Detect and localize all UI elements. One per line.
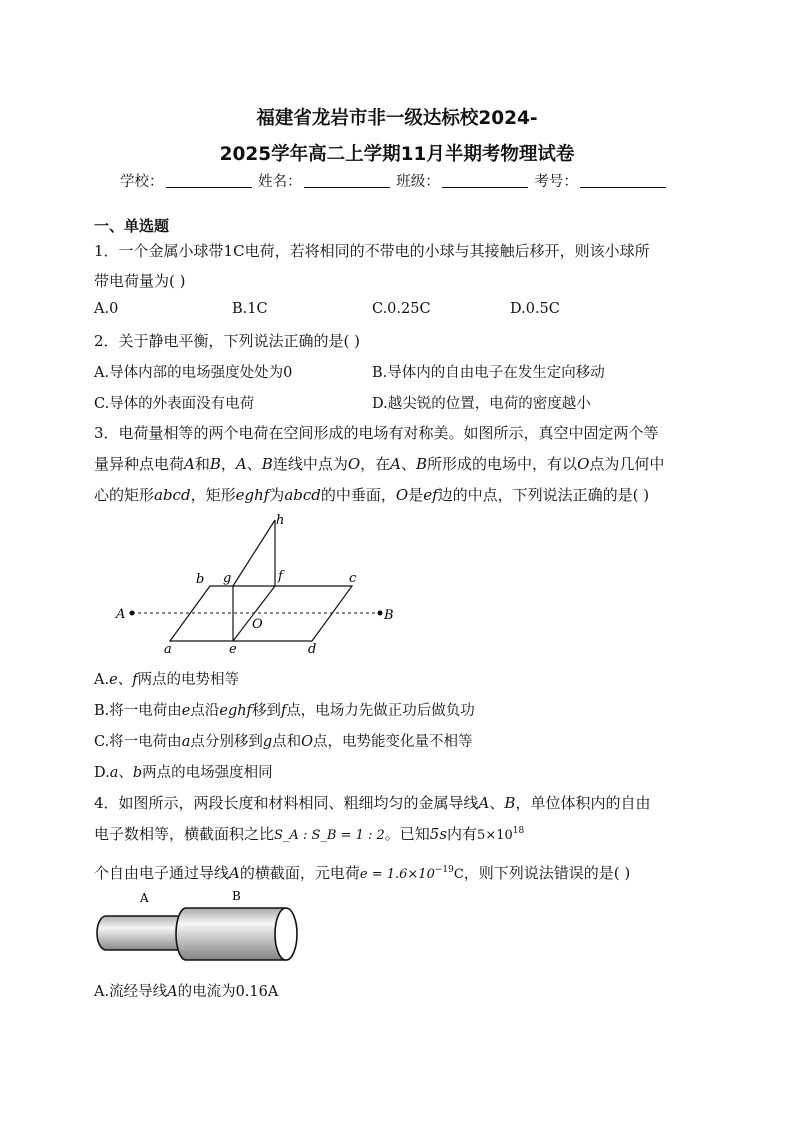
section-heading: 一、单选题	[94, 217, 170, 235]
q1-stem-line-1: 1．一个金属小球带1C电荷，若将相同的不带电的小球与其接触后移开，则该小球所	[94, 242, 650, 260]
label-O: O	[252, 617, 263, 632]
q3-stem-line-3: 心的矩形abcd，矩形eghf为abcd的中垂面，O是ef边的中点，下列说法正确的是( )	[94, 486, 650, 504]
school-label: 学校：	[120, 174, 164, 190]
label-A: A	[116, 607, 126, 622]
q1-option-c[interactable]: C.0.25C	[372, 301, 431, 317]
exam-no-label: 考号：	[534, 174, 578, 190]
q2-option-b[interactable]: B.导体内的自由电子在发生定向移动	[372, 365, 605, 381]
class-blank[interactable]	[442, 173, 528, 188]
q2-option-d[interactable]: D.越尖锐的位置，电荷的密度越小	[372, 396, 591, 412]
exam-no-blank[interactable]	[580, 173, 666, 188]
q3-field-figure	[100, 508, 420, 658]
student-info-row	[120, 170, 668, 191]
title-line-1: 福建省龙岩市非一级达标校2024-	[256, 108, 538, 129]
q2-stem: 2．关于静电平衡，下列说法正确的是( )	[94, 332, 361, 350]
q3-option-d[interactable]: D.a、b两点的电场强度相同	[94, 765, 273, 781]
q3-option-c[interactable]: C.将一电荷由a点分别移到g点和O点，电势能变化量不相等	[94, 734, 473, 750]
charge-b-point	[378, 611, 383, 616]
title-line-2: 2025学年高二上学期11月半期考物理试卷	[219, 144, 575, 165]
label-d: d	[308, 642, 317, 657]
label-e: e	[229, 642, 237, 657]
q1-option-d[interactable]: D.0.5C	[510, 301, 560, 317]
label-c: c	[349, 571, 357, 586]
wire-b-label: B	[232, 889, 241, 903]
q4-wire-figure	[94, 888, 304, 968]
q1-option-a[interactable]: A.0	[94, 301, 119, 317]
q1-stem-line-2: 带电荷量为( )	[94, 272, 186, 290]
label-f: f	[278, 569, 283, 584]
q3-option-b[interactable]: B.将一电荷由e点沿eghf移到f点，电场力先做正功后做负功	[94, 703, 475, 719]
q2-option-a[interactable]: A.导体内部的电场强度处处为0	[94, 365, 293, 381]
school-blank[interactable]	[166, 173, 252, 188]
q4-stem-line-2: 电子数相等，横截面积之比S_A : S_B = 1 : 2。已知5s内有$5\times 10^{18}$	[94, 825, 525, 843]
q2-option-c[interactable]: C.导体的外表面没有电荷	[94, 396, 255, 412]
name-blank[interactable]	[304, 173, 390, 188]
q3-stem-line-2: 量异种点电荷A和B，A、B连线中点为O，在A、B所形成的电场中，有以O点为几何中	[94, 455, 665, 473]
edge-fe	[233, 586, 275, 641]
label-b: b	[196, 572, 205, 587]
label-a: a	[164, 642, 172, 657]
q4-stem-line-1: 4．如图所示，两段长度和材料相同、粗细均匀的金属导线A、B，单位体积内的自由	[94, 794, 651, 812]
edge-gh	[233, 520, 275, 586]
wire-a	[97, 916, 188, 950]
name-label: 姓名：	[258, 174, 302, 190]
wire-b	[176, 908, 297, 960]
class-label: 班级：	[396, 174, 440, 190]
label-B: B	[384, 608, 394, 623]
q4-stem-line-3: 个自由电子通过导线A的横截面，元电荷$e = 1.6\times 10^{-19}C$，则下列说法错误的是( )	[94, 864, 631, 882]
label-g: g	[223, 571, 232, 586]
label-h: h	[276, 513, 285, 528]
wire-a-label: A	[140, 891, 149, 905]
q1-option-b[interactable]: B.1C	[232, 301, 268, 317]
q3-stem-line-1: 3．电荷量相等的两个电荷在空间形成的电场有对称美。如图所示，真空中固定两个等	[94, 424, 659, 442]
q3-option-a[interactable]: A.e、f两点的电势相等	[94, 672, 240, 688]
area-ratio: S_A : S_B = 1 : 2	[274, 828, 385, 843]
charge-a-point	[130, 611, 135, 616]
q4-option-a[interactable]: A.流经导线A的电流为0.16A	[94, 984, 279, 1000]
